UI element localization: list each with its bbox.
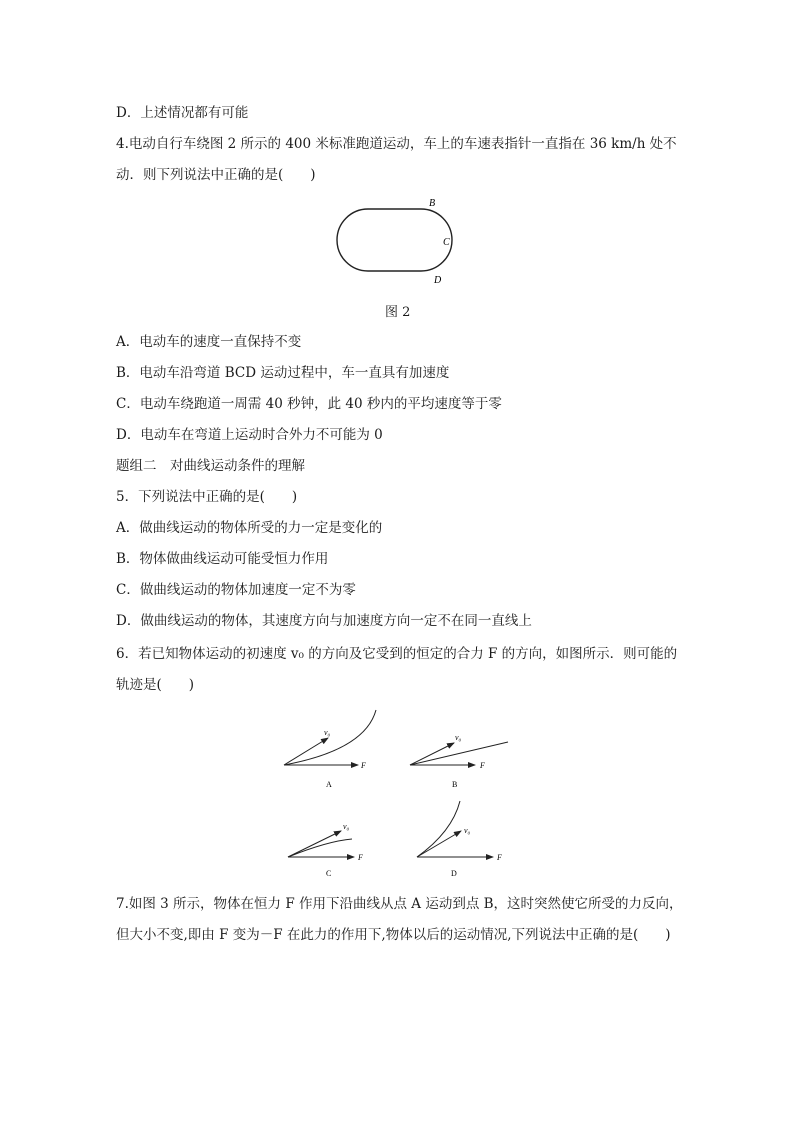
panel-b bbox=[410, 733, 508, 789]
q3-option-d: D．上述情况都有可能 bbox=[116, 105, 249, 121]
q4-option-c: C．电动车绕跑道一周需 40 秒钟，此 40 秒内的平均速度等于零 bbox=[116, 396, 502, 412]
panel-b-v0-label: v₀ bbox=[455, 733, 462, 742]
panel-d-label: D bbox=[451, 869, 457, 878]
track-point-c-label: C bbox=[443, 237, 450, 248]
q4-option-d: D．电动车在弯道上运动时合外力不可能为 0 bbox=[116, 427, 383, 443]
panel-b-label: B bbox=[452, 780, 458, 789]
panel-d-v0-arrow bbox=[417, 831, 461, 857]
panel-d-trajectory bbox=[417, 801, 460, 857]
track-point-b-label: B bbox=[429, 198, 436, 209]
panel-b-v0-arrow bbox=[410, 743, 454, 765]
figure-2-racetrack bbox=[330, 195, 460, 287]
panel-a-v0-arrow bbox=[284, 738, 328, 765]
q5-option-a: A．做曲线运动的物体所受的力一定是变化的 bbox=[116, 520, 383, 536]
panel-c-v0-arrow bbox=[288, 831, 341, 857]
track-point-d-label: D bbox=[434, 275, 442, 286]
q5-option-c: C．做曲线运动的物体加速度一定不为零 bbox=[116, 582, 356, 598]
panel-d-v0-label: v₀ bbox=[464, 826, 471, 835]
q4-stem-line1: 4.电动自行车绕图 2 所示的 400 米标准跑道运动，车上的车速表指针一直指在 36 km/h 处不 bbox=[116, 136, 677, 152]
group2-title: 题组二 对曲线运动条件的理解 bbox=[116, 458, 305, 474]
q6-trajectory-figure bbox=[270, 700, 520, 880]
q5-option-b: B．物体做曲线运动可能受恒力作用 bbox=[116, 551, 329, 567]
panel-d-f-label: F bbox=[497, 853, 502, 862]
q6-stem-line1: 6．若已知物体运动的初速度 v₀ 的方向及它受到的恒定的合力 F 的方向，如图所示．则可能的 bbox=[116, 646, 678, 662]
q6-stem-line2: 轨迹是( ) bbox=[116, 677, 195, 693]
panel-c bbox=[288, 822, 363, 878]
q4-option-a: A．电动车的速度一直保持不变 bbox=[116, 334, 302, 350]
q5-stem: 5．下列说法中正确的是( ) bbox=[116, 489, 298, 505]
q4-stem-line2: 动．则下列说法中正确的是( ) bbox=[116, 167, 316, 183]
panel-c-f-label: F bbox=[358, 853, 363, 862]
panel-a bbox=[284, 710, 376, 789]
panel-a-f-label: F bbox=[361, 761, 366, 770]
panel-d bbox=[417, 801, 502, 878]
q5-option-d: D．做曲线运动的物体，其速度方向与加速度方向一定不在同一直线上 bbox=[116, 613, 532, 629]
q7-stem-line1: 7.如图 3 所示，物体在恒力 F 作用下沿曲线从点 A 运动到点 B，这时突然使它所受的力反向， bbox=[116, 896, 683, 912]
racetrack-outline bbox=[337, 209, 452, 271]
panel-b-f-label: F bbox=[480, 761, 485, 770]
q7-stem-line2: 但大小不变,即由 F 变为－F 在此力的作用下,物体以后的运动情况,下列说法中正确的是( ) bbox=[116, 927, 671, 943]
panel-c-label: C bbox=[326, 869, 332, 878]
panel-a-v0-label: v₀ bbox=[324, 728, 331, 737]
q4-option-b: B．电动车沿弯道 BCD 运动过程中，车一直具有加速度 bbox=[116, 365, 450, 381]
panel-a-label: A bbox=[326, 780, 332, 789]
figure-2-caption: 图 2 bbox=[385, 305, 411, 320]
panel-c-v0-label: v₀ bbox=[343, 822, 350, 831]
panel-b-trajectory bbox=[410, 742, 508, 765]
